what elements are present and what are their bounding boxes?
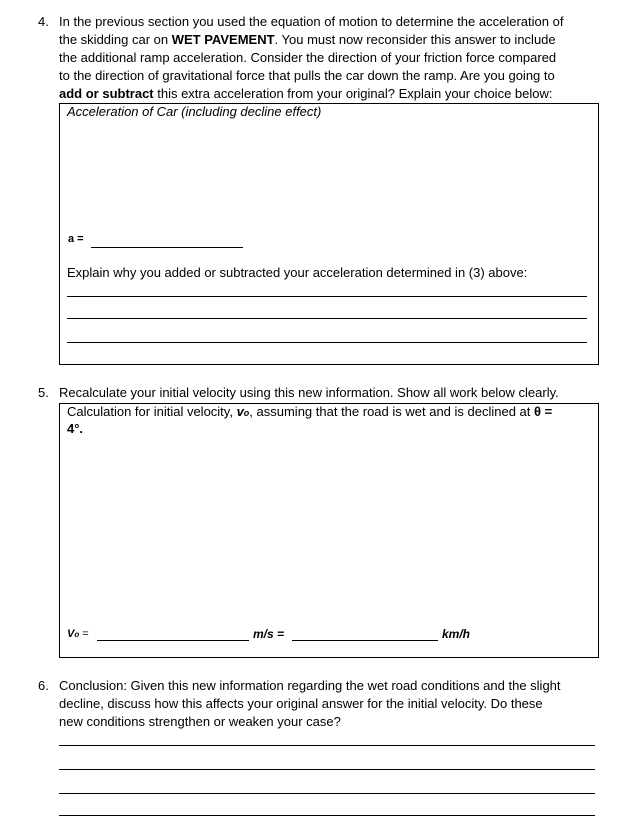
q4-line-1: In the previous section you used the equation of motion to determine the acceleration of [59,14,564,29]
q4-line-3: the additional ramp acceleration. Consider the direction of your friction force compared [59,50,557,65]
q6-line-2: decline, discuss how this affects your original answer for the initial velocity. Do these [59,696,543,711]
velocity-subscript: o [243,408,250,418]
a-label: a = [68,233,84,245]
q4-line-2-post: . You must now reconsider this answer to include [274,32,556,47]
explain-line-3[interactable] [67,342,587,343]
explain-line-2[interactable] [67,318,587,319]
vo-label [67,628,89,640]
q4-line-2-pre: the skidding car on [59,32,172,47]
conclusion-line-3[interactable] [59,793,595,794]
acceleration-box-title: Acceleration of Car (including decline effect) [67,104,322,119]
ms-label: m/s = [253,627,285,641]
conclusion-line-4[interactable] [59,815,595,816]
velocity-title-pre: Calculation for initial velocity, [67,404,237,419]
question-5-number: 5. [38,385,49,400]
wet-pavement-emphasis: WET PAVEMENT [171,32,275,47]
add-or-subtract-emphasis: add or subtract [59,86,154,101]
vo-ms-answer-line[interactable] [97,640,249,641]
q4-line-4: to the direction of gravitational force that pulls the car down the ramp. Are you going to [59,68,555,83]
velocity-title-post: , assuming that the road is wet and is declined at [249,404,535,419]
angle-value: 4°. [67,421,84,436]
q4-line-2 [59,31,599,49]
question-6-text [59,677,619,731]
question-5-text: Recalculate your initial velocity using this new information. Show all work below clearly. [59,385,559,400]
vo-equals: = [79,628,89,640]
question-6-number: 6. [38,678,49,693]
acceleration-answer-box[interactable] [59,103,599,365]
explain-line-1[interactable] [67,296,587,297]
velocity-symbol: v [236,404,244,419]
initial-velocity-work-box[interactable] [59,403,599,658]
velocity-box-title [67,404,592,437]
kmh-label: km/h [442,627,471,641]
theta-label: θ = [534,404,553,419]
question-4-number: 4. [38,14,49,29]
vo-kmh-answer-line[interactable] [292,640,438,641]
conclusion-line-2[interactable] [59,769,595,770]
question-4-text [59,13,599,103]
vo-symbol: V [67,628,75,640]
conclusion-line-1[interactable] [59,745,595,746]
explain-label: Explain why you added or subtracted your acceleration determined in (3) above: [67,265,528,280]
a-answer-line[interactable] [91,247,243,248]
q4-line-5-post: this extra acceleration from your original? Explain your choice below: [153,86,553,101]
q6-line-3: new conditions strengthen or weaken your case? [59,714,341,729]
velocity-box-title-line-1 [67,404,592,421]
q6-line-1: Conclusion: Given this new information regarding the wet road conditions and the slight [59,678,561,693]
vo-subscript: o [74,630,80,639]
q4-line-5 [59,85,599,103]
